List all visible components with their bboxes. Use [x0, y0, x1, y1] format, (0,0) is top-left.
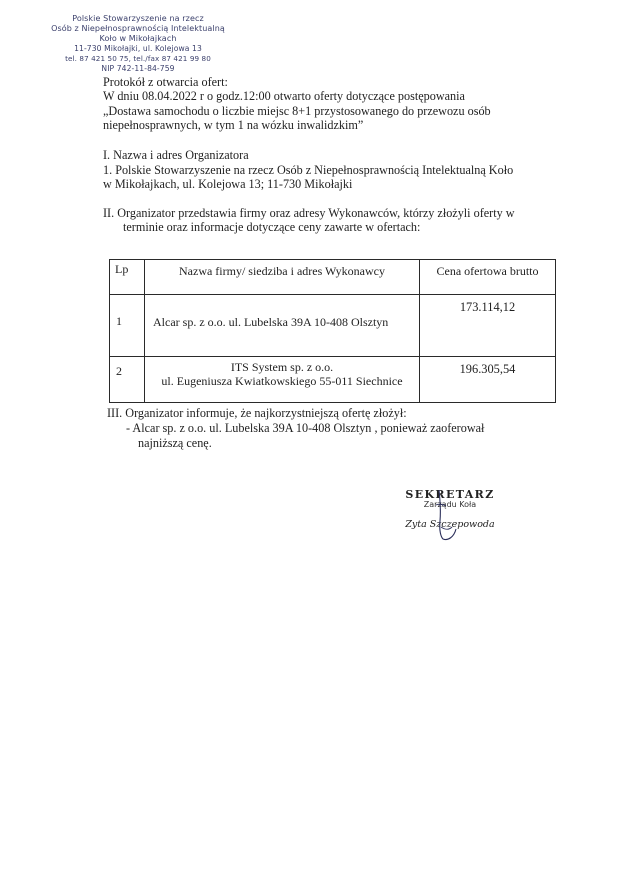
- row-2-price: 196.305,54: [420, 357, 556, 403]
- signature-subtitle: Zarządu Koła: [423, 500, 477, 509]
- section-2-line-2: terminie oraz informacje dotyczące ceny zawarte w ofertach:: [123, 220, 421, 234]
- section-2-line-1: II. Organizator przedstawia firmy oraz adresy Wykonawców, którzy złożyli oferty w: [103, 206, 515, 220]
- section-3-line-3: najniższą cenę.: [138, 436, 212, 450]
- row-1-company: [145, 295, 420, 357]
- stamp-nip: NIP 742-11-84-759: [101, 64, 175, 73]
- signature-title: SEKRETARZ: [405, 488, 495, 501]
- protocol-line-3: niepełnosprawnych, w tym 1 na wózku inwalidzkim”: [103, 118, 364, 132]
- signature-name: Zyta Szczepowoda: [405, 519, 495, 530]
- protocol-title: Protokół z otwarcia ofert:: [103, 75, 228, 89]
- section-3-line-2: - Alcar sp. z o.o. ul. Lubelska 39A 10-408 Olsztyn , ponieważ zaoferował: [126, 421, 485, 435]
- stamp-address: 11-730 Mikołajki, ul. Kolejowa 13: [74, 44, 202, 53]
- row-2-company: [145, 357, 420, 403]
- organization-stamp: [38, 14, 238, 74]
- row-1-company-line-1: Alcar sp. z o.o. ul. Lubelska 39A 10-408 Olsztyn: [153, 315, 389, 329]
- row-1-lp: 1: [110, 295, 145, 357]
- table-row: [110, 295, 556, 357]
- stamp-line-2: Osób z Niepełnosprawnością Intelektualną: [51, 24, 225, 33]
- header-lp: Lp: [110, 260, 145, 295]
- stamp-line-1: Polskie Stowarzyszenie na rzecz: [72, 14, 204, 23]
- handwritten-signature: [410, 487, 470, 547]
- protocol-line-2: „Dostawa samochodu o liczbie miejsc 8+1 przystosowanego do przewozu osób: [103, 104, 491, 118]
- row-2-lp: 2: [110, 357, 145, 403]
- protocol-line-1: W dniu 08.04.2022 r o godz.12:00 otwarto oferty dotyczące postępowania: [103, 89, 465, 103]
- offers-table: [109, 259, 556, 403]
- table-header-row: [110, 260, 556, 295]
- section-1-line-2: w Mikołajkach, ul. Kolejowa 13; 11-730 Mikołajki: [103, 177, 353, 191]
- stamp-line-3: Koło w Mikołajkach: [99, 34, 177, 43]
- section-1-heading: I. Nazwa i adres Organizatora: [103, 148, 249, 162]
- header-company: Nazwa firmy/ siedziba i adres Wykonawcy: [145, 260, 420, 295]
- section-3-line-1: III. Organizator informuje, że najkorzystniejszą ofertę złożył:: [107, 406, 407, 420]
- row-2-company-line-1: ITS System sp. z o.o.: [230, 360, 334, 374]
- stamp-phone: tel. 87 421 50 75, tel./fax 87 421 99 80: [65, 54, 211, 63]
- table-row: [110, 357, 556, 403]
- header-price: Cena ofertowa brutto: [420, 260, 556, 295]
- section-1-line-1: 1. Polskie Stowarzyszenie na rzecz Osób z Niepełnosprawnością Intelektualną Koło: [103, 163, 514, 177]
- row-2-company-line-2: ul. Eugeniusza Kwiatkowskiego 55-011 Siechnice: [161, 374, 403, 388]
- row-1-price: 173.114,12: [420, 295, 556, 357]
